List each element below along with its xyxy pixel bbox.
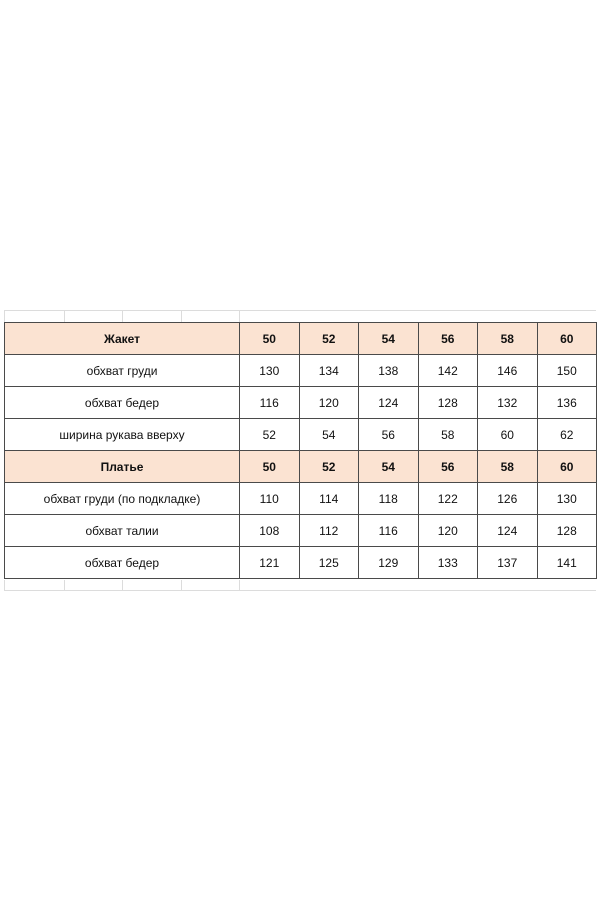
sheet-gridline	[181, 580, 182, 590]
measurement-value: 122	[418, 483, 478, 515]
measurement-value: 133	[418, 547, 478, 579]
measurement-value: 134	[299, 355, 359, 387]
section-header-row	[5, 323, 597, 355]
measurement-value: 150	[537, 355, 597, 387]
size-header: 58	[478, 451, 538, 483]
measurement-value: 56	[359, 419, 419, 451]
measurement-value: 136	[537, 387, 597, 419]
measurement-value: 142	[418, 355, 478, 387]
table-row	[5, 515, 597, 547]
measurement-value: 124	[478, 515, 538, 547]
measurement-value: 125	[299, 547, 359, 579]
sheet-gridline	[4, 310, 596, 311]
measurement-value: 52	[240, 419, 300, 451]
measurement-label: обхват талии	[5, 515, 240, 547]
measurement-value: 137	[478, 547, 538, 579]
measurement-value: 108	[240, 515, 300, 547]
measurement-value: 116	[359, 515, 419, 547]
measurement-value: 130	[240, 355, 300, 387]
size-header: 50	[240, 323, 300, 355]
measurement-value: 129	[359, 547, 419, 579]
size-header: 60	[537, 323, 597, 355]
measurement-value: 138	[359, 355, 419, 387]
measurement-value: 112	[299, 515, 359, 547]
measurement-label: обхват груди (по подкладке)	[5, 483, 240, 515]
table-row	[5, 387, 597, 419]
sheet-gridline	[181, 310, 182, 322]
sheet-gridline	[4, 310, 5, 322]
section-title: Платье	[5, 451, 240, 483]
measurement-value: 128	[537, 515, 597, 547]
section-header-row	[5, 451, 597, 483]
measurement-label: обхват бедер	[5, 547, 240, 579]
size-chart-table	[4, 322, 597, 579]
table-row	[5, 355, 597, 387]
measurement-value: 120	[418, 515, 478, 547]
measurement-value: 118	[359, 483, 419, 515]
measurement-value: 54	[299, 419, 359, 451]
measurement-value: 124	[359, 387, 419, 419]
table-row	[5, 419, 597, 451]
sheet-gridline	[64, 310, 65, 322]
sheet-gridline	[4, 580, 5, 590]
size-header: 54	[359, 451, 419, 483]
size-header: 60	[537, 451, 597, 483]
sheet-gridline	[122, 310, 123, 322]
size-header: 56	[418, 451, 478, 483]
measurement-value: 130	[537, 483, 597, 515]
section-title: Жакет	[5, 323, 240, 355]
sheet-gridline	[4, 590, 596, 591]
measurement-value: 128	[418, 387, 478, 419]
size-header: 52	[299, 451, 359, 483]
size-header: 58	[478, 323, 538, 355]
sheet-gridline	[64, 580, 65, 590]
measurement-value: 132	[478, 387, 538, 419]
measurement-value: 116	[240, 387, 300, 419]
measurement-value: 121	[240, 547, 300, 579]
measurement-value: 126	[478, 483, 538, 515]
size-header: 50	[240, 451, 300, 483]
size-header: 52	[299, 323, 359, 355]
measurement-value: 58	[418, 419, 478, 451]
measurement-value: 114	[299, 483, 359, 515]
table-row	[5, 547, 597, 579]
sheet-gridline	[239, 580, 240, 590]
size-header: 54	[359, 323, 419, 355]
measurement-label: ширина рукава вверху	[5, 419, 240, 451]
measurement-value: 141	[537, 547, 597, 579]
measurement-value: 120	[299, 387, 359, 419]
measurement-value: 110	[240, 483, 300, 515]
sheet-gridline	[122, 580, 123, 590]
measurement-value: 146	[478, 355, 538, 387]
table-row	[5, 483, 597, 515]
measurement-value: 60	[478, 419, 538, 451]
measurement-label: обхват груди	[5, 355, 240, 387]
measurement-label: обхват бедер	[5, 387, 240, 419]
size-header: 56	[418, 323, 478, 355]
measurement-value: 62	[537, 419, 597, 451]
sheet-gridline	[239, 310, 240, 322]
